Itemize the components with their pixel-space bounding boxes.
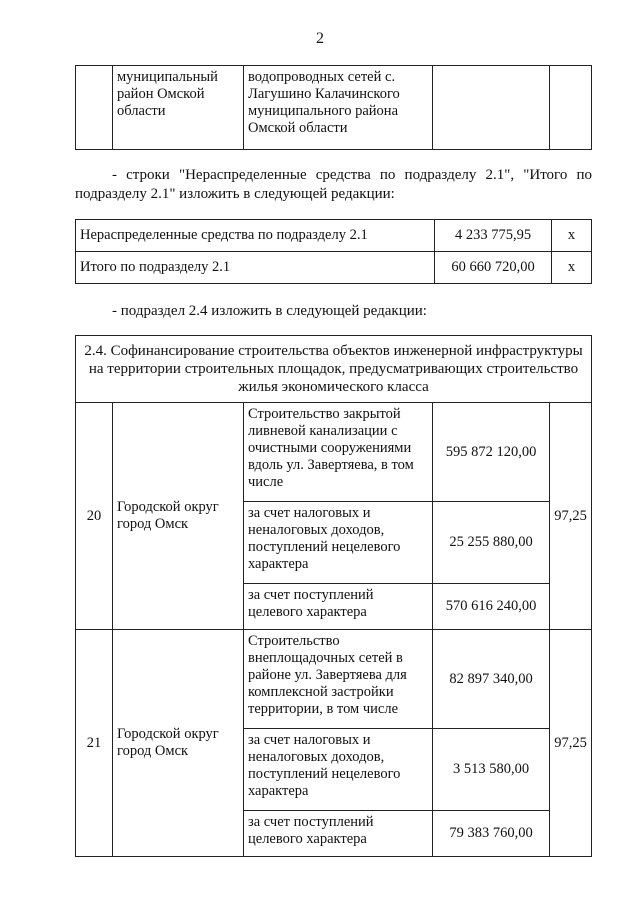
row-item-amount: 3 513 580,00 [433,729,550,811]
row-item-text: за счет поступлений целевого характера [244,584,433,630]
top-col4 [433,66,550,150]
row-item-text: за счет налоговых и неналоговых доходов, поступлений нецелевого характера [244,729,433,811]
totals-amount: 60 660 720,00 [435,252,552,284]
row-item-amount: 79 383 760,00 [433,811,550,857]
row-percent: 97,25 [550,403,592,630]
top-col1 [76,66,113,150]
table-row [76,220,592,252]
totals-mark: x [552,220,592,252]
paragraph-2: - подраздел 2.4 изложить в следующей редакции: [112,303,427,319]
row-item-text: Строительство внеплощадочных сетей в районе ул. Завертяева для комплексной застройки территории, в том числе [244,630,433,729]
table-row [76,403,592,502]
row-territory: Городской округ город Омск [113,630,244,857]
totals-label: Нераспределенные средства по подразделу 2.1 [76,220,435,252]
row-item-amount: 82 897 340,00 [433,630,550,729]
row-item-amount: 570 616 240,00 [433,584,550,630]
row-item-amount: 25 255 880,00 [433,502,550,584]
table-row [76,630,592,729]
page-number: 2 [316,30,324,47]
top-col5 [550,66,592,150]
row-item-amount: 595 872 120,00 [433,403,550,502]
row-item-text: Строительство закрытой ливневой канализации с очистными сооружениями вдоль ул. Завертяева, в том числе [244,403,433,502]
totals-table [75,219,592,284]
section-title: 2.4. Софинансирование строительства объектов инженерной инфраструктуры на территории строительных площадок, предусматривающих строительство жилья экономического класса [76,336,592,403]
totals-mark: x [552,252,592,284]
row-number: 20 [76,403,113,630]
table-row [76,252,592,284]
top-col2: муниципальный район Омской области [113,66,244,150]
row-percent: 97,25 [550,630,592,857]
top-table [75,65,592,150]
row-item-text: за счет налоговых и неналоговых доходов, поступлений нецелевого характера [244,502,433,584]
totals-amount: 4 233 775,95 [435,220,552,252]
row-item-text: за счет поступлений целевого характера [244,811,433,857]
row-territory: Городской округ город Омск [113,403,244,630]
totals-label: Итого по подразделу 2.1 [76,252,435,284]
section-table [75,335,592,857]
top-col3: водопроводных сетей с. Лагушино Калачинского муниципального района Омской области [244,66,433,150]
row-number: 21 [76,630,113,857]
paragraph-1: - строки "Нераспределенные средства по подразделу 2.1", "Итого по подразделу 2.1" изложить в следующей редакции: [75,167,592,202]
